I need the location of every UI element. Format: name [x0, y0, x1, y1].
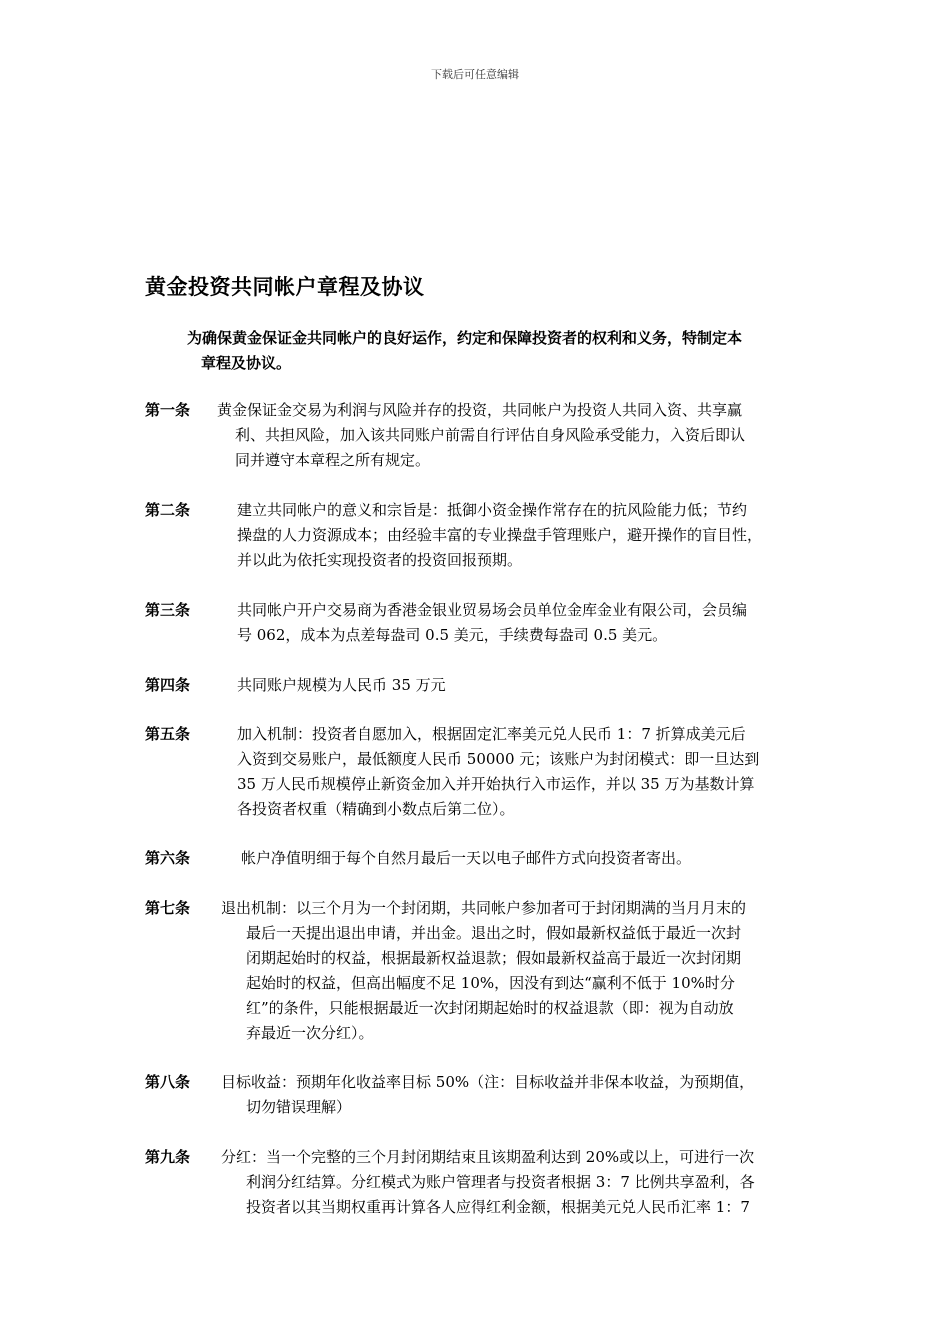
article-label: 第四条 — [145, 676, 191, 694]
article-line: 闭期起始时的权益，根据最新权益退款；假如最新权益高于最近一次封闭期 — [246, 949, 742, 967]
article-label: 第八条 — [145, 1073, 191, 1091]
article-line: 共同帐户开户交易商为香港金银业贸易场会员单位金库金业有限公司，会员编 — [237, 601, 748, 619]
document-title: 黄金投资共同帐户章程及协议 — [145, 275, 425, 299]
article-line: 利、共担风险，加入该共同账户前需自行评估自身风险承受能力，入资后即认 — [235, 426, 746, 444]
article-line: 35 万人民币规模停止新资金加入并开始执行入市运作，并以 35 万为基数计算 — [237, 775, 755, 793]
article-line: 起始时的权益，但高出幅度不足 10%，因没有到达“赢利不低于 10%时分 — [246, 974, 735, 992]
article-line: 最后一天提出退出申请，并出金。退出之时，假如最新权益低于最近一次封 — [246, 924, 742, 942]
article-line: 入资到交易账户，最低额度人民币 50000 元；该账户为封闭模式：即一旦达到 — [237, 750, 760, 768]
article-line: 投资者以其当期权重再计算各人应得红利金额，根据美元兑人民币汇率 1：7 — [246, 1198, 750, 1216]
article-line: 共同账户规模为人民币 35 万元 — [237, 676, 446, 694]
article-7 — [145, 896, 825, 1046]
article-line: 加入机制：投资者自愿加入，根据固定汇率美元兑人民币 1：7 折算成美元后 — [237, 725, 746, 743]
article-label: 第二条 — [145, 501, 191, 519]
article-line: 切勿错误理解） — [246, 1098, 352, 1116]
article-5 — [145, 722, 825, 822]
article-8 — [145, 1070, 825, 1120]
article-line: 弃最近一次分红）。 — [246, 1024, 374, 1042]
article-3 — [145, 598, 825, 648]
page-header: 下载后可任意编辑 — [431, 68, 519, 81]
article-label: 第一条 — [145, 401, 191, 419]
article-label: 第五条 — [145, 725, 191, 743]
preamble-line-1: 为确保黄金保证金共同帐户的良好运作，约定和保障投资者的权利和义务，特制定本 — [187, 329, 743, 347]
article-6 — [145, 846, 825, 871]
article-4 — [145, 673, 825, 698]
article-label: 第六条 — [145, 849, 191, 867]
article-line: 并以此为依托实现投资者的投资回报预期。 — [237, 551, 523, 569]
article-line: 黄金保证金交易为利润与风险并存的投资，共同帐户为投资人共同入资、共享赢 — [217, 401, 743, 419]
article-line: 分红：当一个完整的三个月封闭期结束且该期盈利达到 20%或以上，可进行一次 — [221, 1148, 755, 1166]
article-line: 号 062，成本为点差每盎司 0.5 美元，手续费每盎司 0.5 美元。 — [237, 626, 668, 644]
preamble — [187, 326, 807, 376]
preamble-line-2: 章程及协议。 — [201, 354, 292, 372]
article-line: 利润分红结算。分红模式为账户管理者与投资者根据 3：7 比例共享盈利，各 — [246, 1173, 755, 1191]
article-line: 目标收益：预期年化收益率目标 50%（注：目标收益并非保本收益，为预期值， — [221, 1073, 755, 1091]
article-line: 各投资者权重（精确到小数点后第二位）。 — [237, 800, 515, 818]
article-line: 同并遵守本章程之所有规定。 — [235, 451, 431, 469]
article-line: 操盘的人力资源成本；由经验丰富的专业操盘手管理账户，避开操作的盲目性， — [237, 526, 763, 544]
article-line: 帐户净值明细于每个自然月最后一天以电子邮件方式向投资者寄出。 — [241, 849, 692, 867]
article-line: 退出机制：以三个月为一个封闭期，共同帐户参加者可于封闭期满的当月月末的 — [221, 899, 747, 917]
article-label: 第九条 — [145, 1148, 191, 1166]
article-line: 红”的条件，只能根据最近一次封闭期起始时的权益退款（即：视为自动放 — [246, 999, 734, 1017]
article-2 — [145, 498, 825, 573]
article-line: 建立共同帐户的意义和宗旨是：抵御小资金操作常存在的抗风险能力低；节约 — [237, 501, 748, 519]
article-label: 第三条 — [145, 601, 191, 619]
article-9 — [145, 1145, 825, 1220]
article-label: 第七条 — [145, 899, 191, 917]
article-1 — [145, 398, 825, 473]
